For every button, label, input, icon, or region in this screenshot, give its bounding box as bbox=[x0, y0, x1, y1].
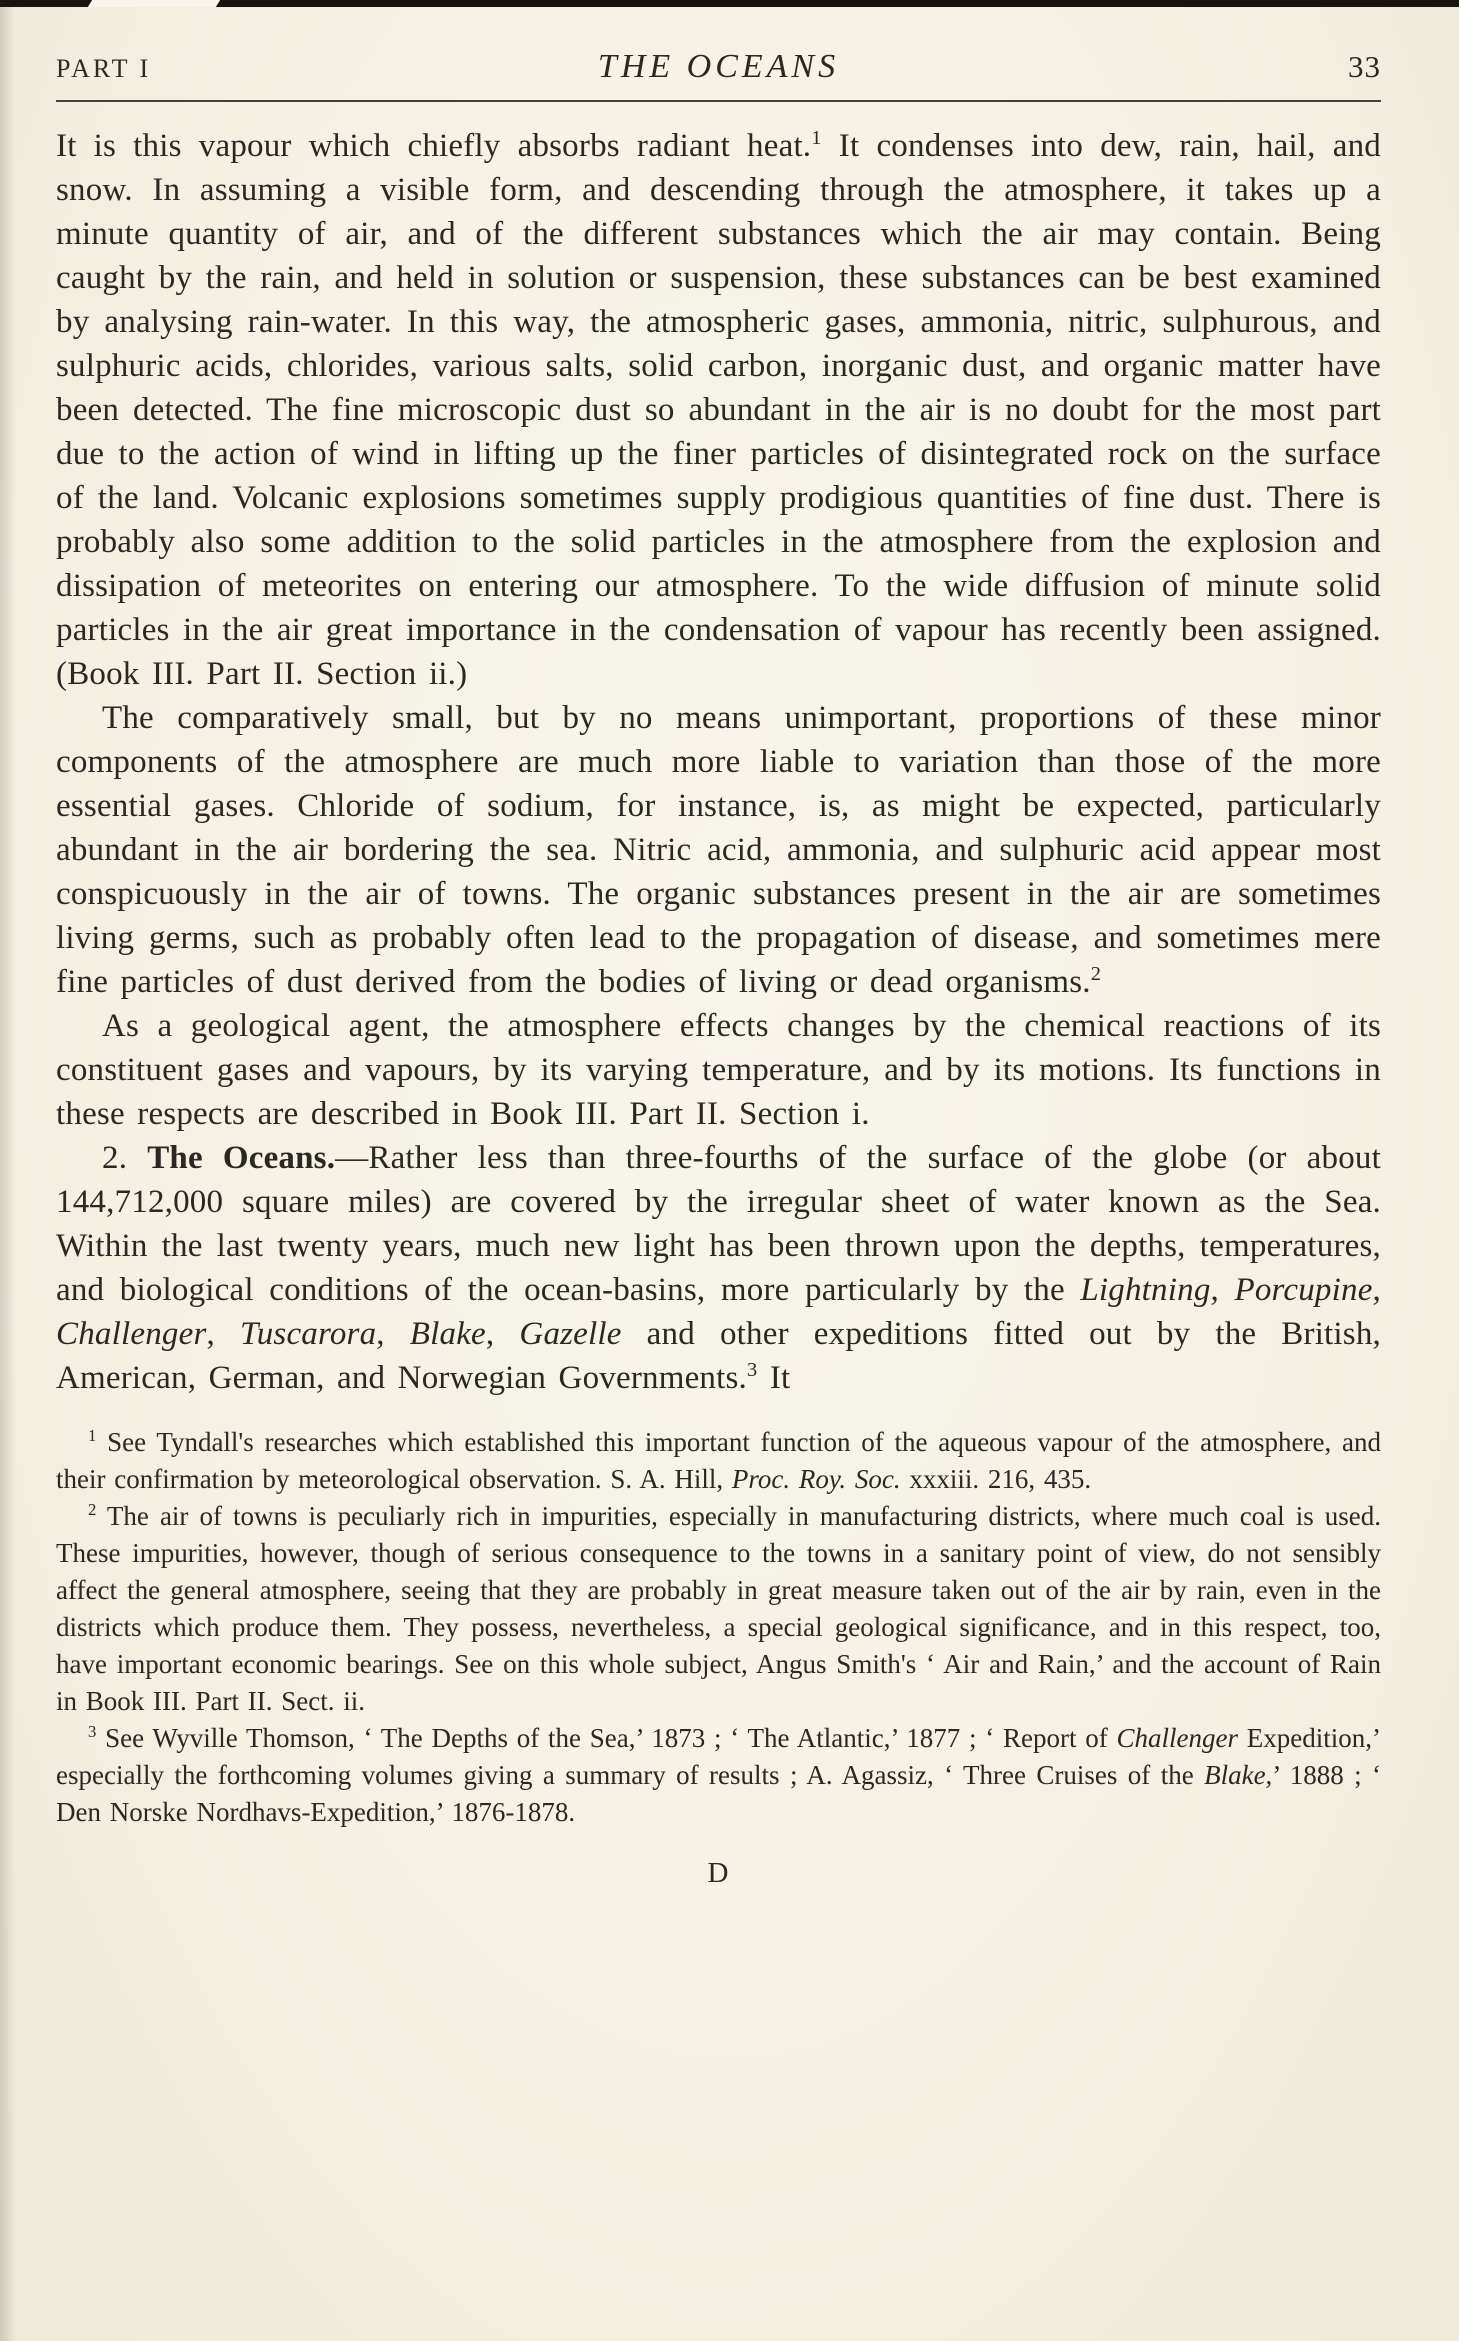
footnote: $^2$ The air of towns is peculiarly rich in impurities, especially in manufacturing districts, where much coal is used. These impurities, however, though of serious consequence to the towns in a sanitary point of view, do not sensibly affect the general atmosphere, seeing that they are probably in great measure taken out of the air by rain, even in the districts which produce them. They possess, nevertheless, a special geological significance, and in this respect, too, have important economic bearings. See on this whole subject, Angus Smith's ‘ Air and Rain,’ and the account of Rain in Book III. Part II. Sect. ii. bbox=[56, 1500, 1381, 1716]
header-rule bbox=[56, 100, 1381, 102]
body-paragraph: As a geological agent, the atmosphere effects changes by the chemical reactions of its constituent gases and vapours, by its varying temperature, and by its motions. Its functions in these respects are described in Book III. Part II. Section i. bbox=[56, 1008, 1381, 1132]
body-paragraph: The comparatively small, but by no means unimportant, proportions of these minor components of the atmosphere are much more liable to variation than those of the more essential gases. Chloride of sodium, for instance, is, as might be expected, particularly abundant in the air bordering the sea. Nitric acid, ammonia, and sulphuric acid appear most conspicuously in the air of towns. The organic substances present in the air are sometimes living germs, such as probably often lead to the propagation of disease, and sometimes mere fine particles of dust derived from the bodies of living or dead organisms.$^2$ bbox=[56, 700, 1381, 1000]
footnote: $^1$ See Tyndall's researches which established this important function of the aqueous vapour of the atmosphere, and their confirmation by meteorological observation. S. A. Hill, Proc. Roy. Soc. xxxiii. 216, 435. bbox=[56, 1426, 1381, 1494]
page-number: 33 bbox=[1348, 49, 1381, 84]
footnotes bbox=[56, 1424, 1381, 1831]
footnote: $^3$ See Wyville Thomson, ‘ The Depths of the Sea,’ 1873 ; ‘ The Atlantic,’ 1877 ; ‘ Report of Challenger Expedition,’ especially the forthcoming volumes giving a summary of results ; A. Agassiz, ‘ Three Cruises of the Blake,’ 1888 ; ‘ Den Norske Nordhavs-Expedition,’ 1876-1878. bbox=[56, 1722, 1381, 1827]
signature-mark: D bbox=[707, 1857, 730, 1889]
body-text bbox=[56, 124, 1381, 1400]
part-label: PART I bbox=[56, 54, 152, 83]
body-paragraph: It is this vapour which chiefly absorbs radiant heat.$^1$ It condenses into dew, rain, hail, and snow. In assuming a visible form, and descending through the atmosphere, it takes up a minute quantity of air, and of the different substances which the air may contain. Being caught by the rain, and held in solution or suspension, these substances can be best examined by analysing rain-water. In this way, the atmospheric gases, ammonia, nitric, sulphurous, and sulphuric acids, chlorides, various salts, solid carbon, inorganic dust, and organic matter have been detected. The fine microscopic dust so abundant in the air is no doubt for the most part due to the action of wind in lifting up the finer particles of disintegrated rock on the surface of the land. Volcanic explosions sometimes supply prodigious quantities of fine dust. There is probably also some addition to the solid particles in the atmosphere from the explosion and dissipation of meteorites on entering our atmosphere. To the wide diffusion of minute solid particles in the air great importance in the condensation of vapour has recently been assigned. (Book III. Part II. Section ii.) bbox=[56, 127, 1381, 692]
running-head-title: THE OCEANS bbox=[597, 48, 840, 85]
page-header bbox=[56, 44, 1381, 88]
body-paragraph-the-oceans: 2. The Oceans.—Rather less than three-fourths of the surface of the globe (or about 144,712,000 square miles) are covered by the irregular sheet of water known as the Sea. Within the last twenty years, much new light has been thrown upon the depths, temperatures, and biological conditions of the ocean-basins, more particularly by the Lightning, Porcupine, Challenger, Tuscarora, Blake, Gazelle and other expeditions fitted out by the British, American, German, and Norwegian Governments.$^3$ It bbox=[56, 1140, 1381, 1396]
